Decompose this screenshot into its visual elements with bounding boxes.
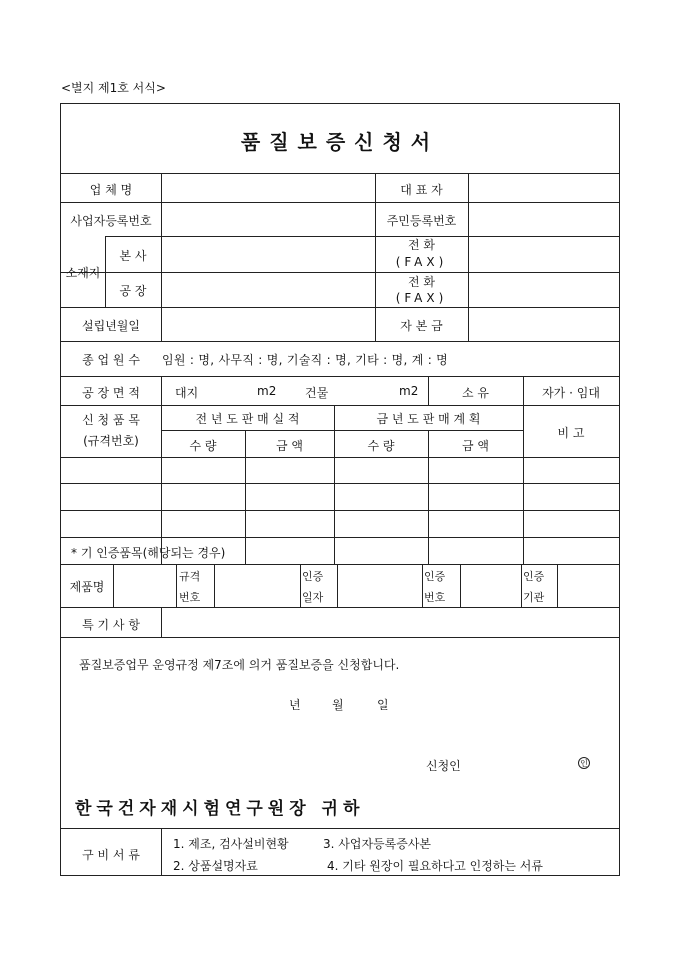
employees-label: 종 업 원 수: [82, 353, 140, 367]
certified-note: * 기 인증품목(해당되는 경우): [71, 546, 226, 560]
recipient: 한국건자재시험연구원장 귀하: [75, 799, 365, 819]
date-year: 년: [289, 698, 301, 712]
prev-year-sales-header: 전 년 도 판 매 실 적: [195, 412, 300, 426]
employees-breakdown: 임원 : 명, 사무직 : 명, 기술직 : 명, 기타 : 명, 계 : 명: [162, 353, 449, 367]
form-number-label: <별지 제1호 서식>: [61, 81, 166, 95]
building-unit: m2: [399, 384, 419, 398]
cert-org-label-2: 기관: [523, 591, 545, 604]
date-day: 일: [377, 698, 389, 712]
application-statement: 품질보증업무 운영규정 제7조에 의거 품질보증을 신청합니다.: [79, 658, 400, 672]
biz-reg-no-label: 사업자등록번호: [70, 214, 152, 228]
company-name-label: 업 체 명: [89, 183, 133, 197]
cert-no-label-1: 인증: [424, 570, 446, 583]
seal-mark: 인: [578, 757, 590, 769]
cert-spec-label-2: 번호: [179, 591, 201, 604]
document-item-4: 4. 기타 원장이 필요하다고 인정하는 서류: [327, 859, 543, 873]
established-label: 설립년월일: [82, 319, 140, 333]
land-unit: m2: [257, 384, 277, 398]
cert-no-label-2: 번호: [424, 591, 446, 604]
prev-amount-header: 금 액: [276, 439, 303, 453]
special-notes-label: 특 기 사 항: [82, 618, 140, 632]
applicant-label: 신청인: [426, 759, 461, 773]
remarks-header: 비 고: [557, 426, 585, 440]
application-form: [60, 103, 620, 876]
cert-org-label-1: 인증: [523, 570, 545, 583]
cert-date-label-2: 일자: [302, 591, 324, 604]
factory-fax-label: (FAX): [395, 291, 448, 305]
resident-reg-no-label: 주민등록번호: [386, 214, 457, 228]
land-label: 대지: [175, 386, 199, 400]
document-item-1: 1. 제조, 검사설비현황: [173, 837, 289, 851]
cert-spec-label-1: 규격: [179, 570, 201, 583]
date-month: 월: [332, 698, 344, 712]
capital-label: 자 본 금: [400, 319, 443, 333]
cert-date-label-1: 인증: [302, 570, 324, 583]
plan-amount-header: 금 액: [462, 439, 489, 453]
factory-phone-label: 전 화: [408, 275, 435, 289]
representative-label: 대 표 자: [400, 183, 443, 197]
this-year-plan-header: 금 년 도 판 매 계 획: [376, 412, 481, 426]
cert-product-name-label: 제품명: [69, 580, 105, 594]
ownership-options: 자가 · 임대: [542, 386, 600, 400]
location-label: 소재지: [65, 266, 101, 280]
phone-label: 전 화: [408, 238, 435, 252]
item-header: 신 청 품 목: [82, 413, 140, 427]
item-spec-header: (규격번호): [83, 434, 139, 448]
ownership-label: 소 유: [462, 386, 489, 400]
fax-label: (FAX): [395, 255, 448, 269]
head-office-label: 본 사: [119, 249, 147, 263]
factory-area-label: 공 장 면 적: [82, 386, 140, 400]
factory-label: 공 장: [119, 284, 147, 298]
document-item-3: 3. 사업자등록증사본: [323, 837, 432, 851]
plan-qty-header: 수 량: [367, 439, 395, 453]
prev-qty-header: 수 량: [189, 439, 217, 453]
documents-label: 구 비 서 류: [82, 848, 140, 862]
building-label: 건물: [305, 386, 329, 400]
document-item-2: 2. 상품설명자료: [173, 859, 258, 873]
form-title: 품질보증신청서: [240, 130, 440, 154]
